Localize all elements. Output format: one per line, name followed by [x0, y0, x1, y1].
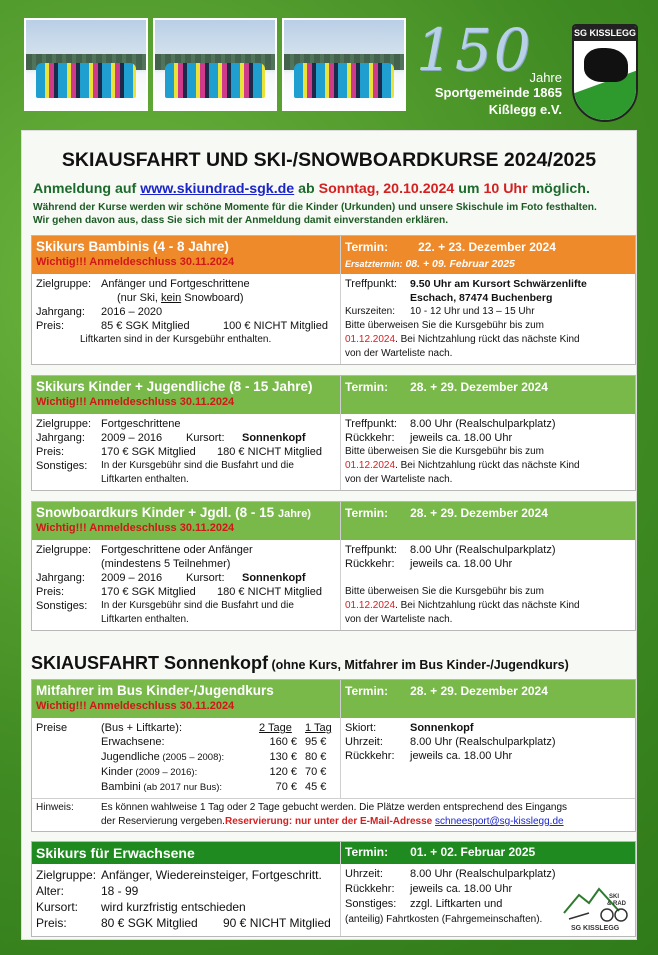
anniversary-number: 150: [416, 16, 533, 84]
logo-line-2: & RAD: [607, 901, 626, 907]
course-date: 01. + 02. Februar 2025: [410, 845, 536, 859]
hinweis-box: Hinweis: Es können wahlweise 1 Tag oder 2 Tage gebucht werden. Die Plätze werden entsprechend des Eingangs der Reservierung vergeben. Reservierung: nur unter der E-Mail-Adresse schneesport@sg-kisslegg.de: [32, 798, 635, 831]
ski-rad-logo: [559, 883, 629, 933]
club-crest: [572, 24, 638, 122]
course-title: Mitfahrer im Bus Kinder-/Jugendkurs: [36, 683, 274, 698]
registration-link[interactable]: www.skiundrad-sgk.de: [140, 181, 295, 197]
crest-label: SG KISSLEGG: [574, 26, 636, 41]
photo-consent-note: Während der Kurse werden wir schöne Momente für die Kinder (Urkunden) und unsere Skischule im Foto festhalten. Wir gehen davon aus, dass Sie sich mit der Anmeldung damit einverstanden erklären.: [33, 202, 597, 226]
price-row: Kinder (2009 – 2016): 120 € 70 €: [101, 766, 327, 778]
price-row: Bambini (ab 2017 nur Bus): 70 € 45 €: [101, 781, 327, 793]
anniversary-line-3: Kißlegg e.V.: [488, 102, 562, 117]
deadline-warning: Wichtig!!! Anmeldeschluss 30.11.2024: [36, 700, 235, 712]
course-kinder: Skikurs Kinder + Jugendliche (8 - 15 Jahre) Wichtig!!! Anmeldeschluss 30.11.2024 Termin: 28. + 29. Dezember 2024 Zielgruppe: Fortgeschrittene Jahrgang: 2009 – 2016 Kursort: Sonnenkopf Preis: 170 € SGK Mitglied 180 € NICHT Mitglied Sonstiges: In der Kursgebühr sind die Busfahrt und die Liftkarten enthalten. Treffpunkt: 8.00 Uhr (Realschulparkplatz) Rückkehr: jeweils ca. 18.00 Uhr Bitte überweisen Sie die Kursgebühr bis zum 01.12.2024 . Bei Nichtzahlung rückt das nächste Kind von der Warteliste nach.: [31, 375, 636, 491]
logo-line-1: SKI: [609, 894, 620, 900]
course-date: 28. + 29. Dezember 2024: [410, 380, 548, 394]
course-title: Snowboardkurs Kinder + Jgdl. (8 - 15: [36, 505, 275, 520]
anniversary-line-1: Jahre: [529, 70, 562, 85]
course-bambini: Skikurs Bambinis (4 - 8 Jahre) Wichtig!!! Anmeldeschluss 30.11.2024 Termin: 22. + 23. Dezember 2024 Ersatztermin: 08. + 09. Februar 2025 Zielgruppe: Anfänger und Fortgeschrittene (nur Ski, kein Snowboard) Jahrgang: 2016 – 2020 Preis: 85 € SGK Mitglied 100 € NICHT Mitglied Liftkarten sind in der Kursgebühr enthalten. Treffpunkt: 9.50 Uhr am Kursort Schwärzenlifte Eschach, 87474 Buchenberg Kurszeiten: 10 - 12 Uhr und 13 – 15 Uhr Bitte überweisen Sie die Kursgebühr bis zum 01.12.2024 . Bei Nichtzahlung rückt das nächste Kind von der Warteliste nach.: [31, 235, 636, 365]
email-link[interactable]: schneesport@sg-kisslegg.de: [435, 816, 564, 827]
group-photo-1: [24, 18, 148, 111]
skiausfahrt-heading: SKIAUSFAHRT Sonnenkopf (ohne Kurs, Mitfahrer im Bus Kinder-/Jugendkurs): [31, 653, 569, 673]
logo-line-3: SG KISSLEGG: [571, 925, 620, 932]
anniversary-logo: [412, 16, 562, 122]
group-photo-2: [153, 18, 277, 111]
photo-strip: [24, 18, 406, 111]
bus-passengers: Mitfahrer im Bus Kinder-/Jugendkurs Wichtig!!! Anmeldeschluss 30.11.2024 Termin: 28. + 29. Dezember 2024 Preise (Bus + Liftkarte): 2 Tage 1 Tag Erwachsene: 160 € 95 € Jugendliche (2005 – 2008): 130 € 80 € Kinder (2009 – 2016): 120 € 70 € Bambini (ab 2017 nur Bus): 70 € 45 € Skiort: Sonnenkopf Uhrzeit: 8.00 Uhr (Realschulparkplatz) Rückkehr: jeweils ca. 18.00 Uhr Hinweis: Es können wahlweise 1 Tag oder 2 Tage gebucht werden. Die Plätze werden entsprechend des Eingangs der Reservierung vergeben. Reservierung: nur unter der E-Mail-Adresse schneesport@sg-kisslegg.de: [31, 679, 636, 832]
price-table: [36, 735, 336, 795]
course-title: Skikurs Kinder + Jugendliche (8 - 15 Jahre): [36, 379, 313, 394]
alternate-date: 08. + 09. Februar 2025: [405, 258, 515, 270]
content-panel: [21, 130, 637, 940]
skier-cyclist-icon: [559, 883, 629, 933]
anniversary-line-2: Sportgemeinde 1865: [434, 85, 562, 100]
course-date: 28. + 29. Dezember 2024: [410, 506, 548, 520]
deadline-warning: Wichtig!!! Anmeldeschluss 30.11.2024: [36, 522, 235, 534]
registration-time: 10 Uhr: [483, 181, 528, 197]
price-row: Erwachsene: 160 € 95 €: [101, 736, 327, 748]
course-date: 28. + 29. Dezember 2024: [410, 684, 548, 698]
price-row: Jugendliche (2005 – 2008): 130 € 80 €: [101, 751, 327, 763]
deadline-warning: Wichtig!!! Anmeldeschluss 30.11.2024: [36, 256, 235, 268]
registration-line: Anmeldung auf www.skiundrad-sgk.de ab Sonntag, 20.10.2024 um 10 Uhr möglich.: [33, 181, 590, 197]
course-snowboard: Snowboardkurs Kinder + Jgdl. (8 - 15 Jahre) Wichtig!!! Anmeldeschluss 30.11.2024 Termin: 28. + 29. Dezember 2024 Zielgruppe: Fortgeschrittene oder Anfänger (mindestens 5 Teilnehmer) Jahrgang: 2009 – 2016 Kursort: Sonnenkopf Preis: 170 € SGK Mitglied 180 € NICHT Mitglied Sonstiges: In der Kursgebühr sind die Busfahrt und die Liftkarten enthalten. Treffpunkt: 8.00 Uhr (Realschulparkplatz) Rückkehr: jeweils ca. 18.00 Uhr Bitte überweisen Sie die Kursgebühr bis zum 01.12.2024 . Bei Nichtzahlung rückt das nächste Kind von der Warteliste nach.: [31, 501, 636, 631]
deadline-warning: Wichtig!!! Anmeldeschluss 30.11.2024: [36, 396, 235, 408]
crest-animal-icon: [584, 48, 628, 82]
course-title: Skikurs für Erwachsene: [36, 845, 195, 861]
crest-shield: [572, 24, 638, 122]
group-photo-3: [282, 18, 406, 111]
course-date: 22. + 23. Dezember 2024: [418, 240, 556, 254]
registration-date: Sonntag, 20.10.2024: [318, 181, 455, 197]
course-title: Skikurs Bambinis (4 - 8 Jahre): [36, 239, 229, 254]
course-erwachsene: Skikurs für Erwachsene Termin: 01. + 02. Februar 2025 Zielgruppe: Anfänger, Wiedereinsteiger, Fortgeschritt. Alter: 18 - 99 Kursort: wird kurzfristig entschieden Preis: 80 € SGK Mitglied 90 € NICHT Mitglied Uhrzeit: 8.00 Uhr (Realschulparkplatz) Rückkehr: jeweils ca. 18.00 Uhr Sonstiges: zzgl. Liftkarten und (anteilig) Fahrtkosten (Fahrgemeinschaften).: [31, 841, 636, 937]
page-title: SKIAUSFAHRT UND SKI-/SNOWBOARDKURSE 2024/2025: [61, 149, 597, 171]
